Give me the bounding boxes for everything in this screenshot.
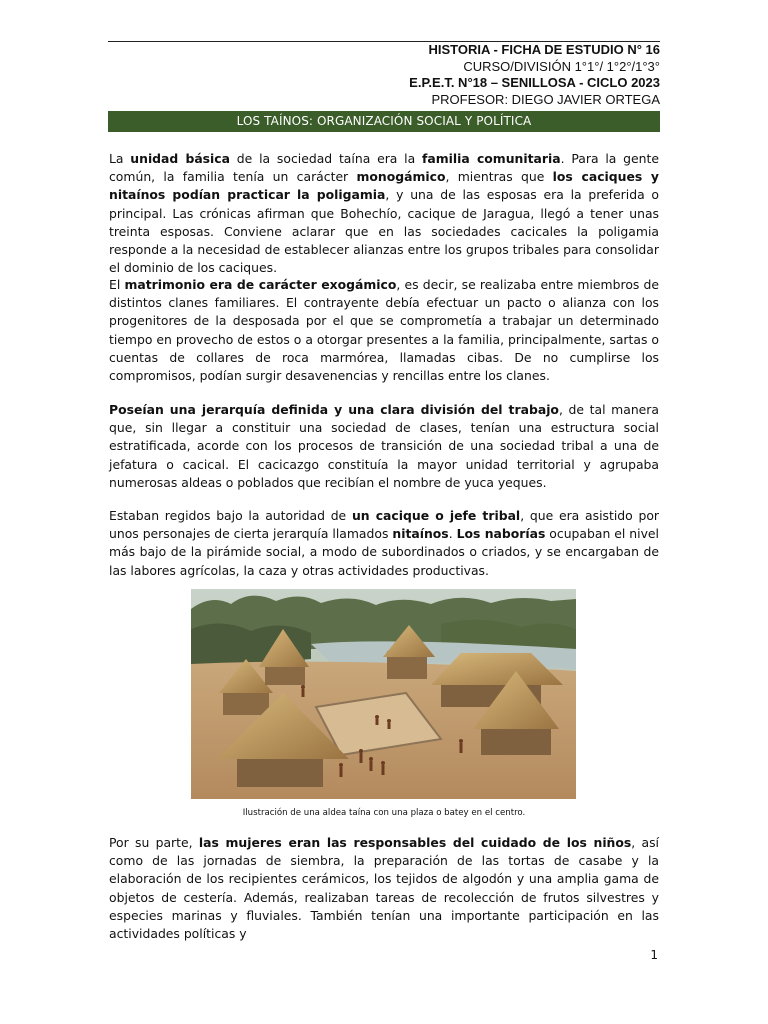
document-header <box>409 42 660 108</box>
paragraph-marriage: El matrimonio era de carácter exogámico, es decir, se realizaba entre miembros de distintos clanes familiares. El contrayente debía efectuar un pacto o alianza con los progenitores de la desposada por el que se comprometía a trabajar un determinado tiempo en provecho de estos o a otorgar presentes a la familia, principalmente, sartas o cuentas de collares de roca marmórea, llamadas cibas. De no cumplirse los compromisos, podían surgir desavenencias y rencillas entre los clanes. <box>109 277 659 384</box>
figure-caption: Ilustración de una aldea taína con una plaza o batey en el centro. <box>242 808 526 818</box>
header-school: E.P.E.T. N°18 – SENILLOSA - CICLO 2023 <box>409 75 660 90</box>
header-teacher: PROFESOR: DIEGO JAVIER ORTEGA <box>431 91 660 107</box>
paragraph-family: La unidad básica de la sociedad taína era la familia comunitaria. Para la gente común, la familia tenía un carácter monogámico, mientras que los caciques y nitaínos podían practicar la poligamia, y una de las esposas era la preferida o principal. Las crónicas afirman que Bohechío, cacique de Jaragua, llegó a tener unas treinta esposas. Conviene aclarar que en las sociedades cacicales la poligamia responde a la necesidad de establecer alianzas entre los grupos tribales para consolidar el dominio de los caciques. <box>109 151 660 276</box>
taino-village-illustration <box>191 589 576 799</box>
paragraph-hierarchy: Poseían una jerarquía definida y una clara división del trabajo, de tal manera que, sin llegar a constituir una sociedad de clases, tenían una estructura social estratificada, acorde con los procesos de transición de una sociedad tribal a una de jefatura o cacical. El cacicazgo constituía la mayor unidad territorial y agrupaba numerosas aldeas o poblados que recibían el nombre de yuca yeques. <box>109 402 659 490</box>
section-title-banner: LOS TAÍNOS: ORGANIZACIÓN SOCIAL Y POLÍTICA <box>108 111 660 132</box>
paragraph-authority: Estaban regidos bajo la autoridad de un cacique o jefe tribal, que era asistido por unos personajes de cierta jerarquía llamados nitaínos. Los naborías ocupaban el nivel más bajo de la pirámide social, a modo de subordinados o criados, y se encargaban de las labores agrícolas, la caza y otras actividades productivas. <box>109 508 659 578</box>
page-number: 1 <box>650 948 658 962</box>
header-course: CURSO/DIVISIÓN 1°1°/ 1°2°/1°3° <box>463 58 660 74</box>
header-subject: HISTORIA - FICHA DE ESTUDIO N° 16 <box>428 42 660 57</box>
paragraph-women: Por su parte, las mujeres eran las responsables del cuidado de los niños, así como de las jornadas de siembra, la preparación de las tortas de casabe y la elaboración de los recipientes cerámicos, los tejidos de algodón y una amplia gama de objetos de cestería. Además, realizaban tareas de recolección de frutos silvestres y especies marinas y fluviales. También tenían una importante participación en las actividades políticas y <box>109 835 660 942</box>
